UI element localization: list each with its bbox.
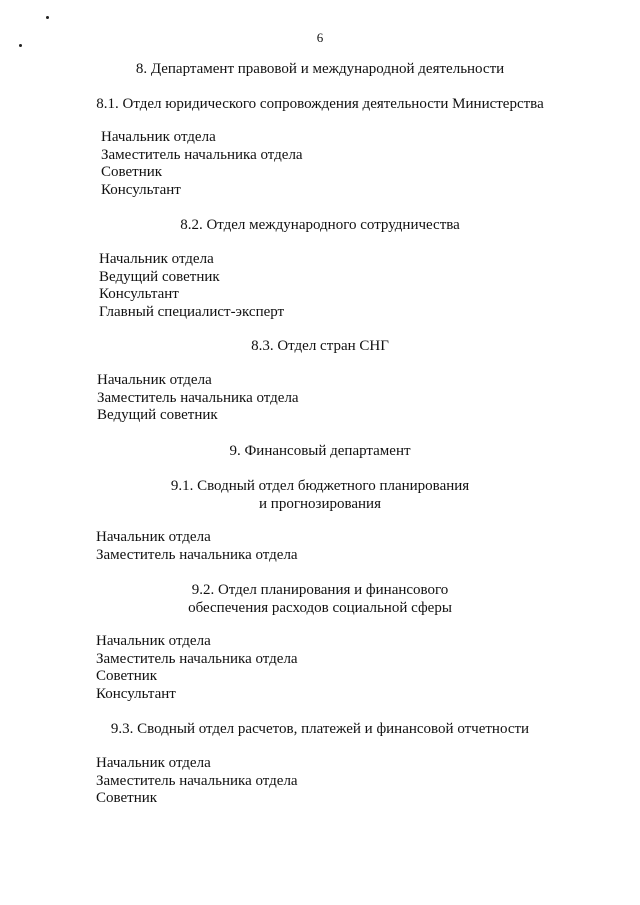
position-list bbox=[96, 755, 298, 808]
position-item: Заместитель начальника отдела bbox=[96, 546, 298, 563]
position-list bbox=[101, 129, 303, 199]
page-number: 6 bbox=[316, 30, 324, 45]
position-item: Начальник отдела bbox=[97, 372, 212, 388]
division-title bbox=[0, 338, 640, 356]
position-item: Заместитель начальника отдела bbox=[97, 389, 299, 406]
division-title-line: 8.2. Отдел международного сотрудничества bbox=[180, 217, 460, 233]
position-item: Консультант bbox=[99, 286, 179, 302]
position-item: Советник bbox=[101, 164, 163, 180]
position-item: Советник bbox=[96, 790, 158, 806]
division-title-line: 9.2. Отдел планирования и финансового bbox=[191, 582, 449, 598]
division-title-line: 8.3. Отдел стран СНГ bbox=[251, 338, 389, 354]
position-item: Начальник отдела bbox=[101, 129, 216, 145]
division-title bbox=[0, 721, 640, 739]
division-title bbox=[0, 217, 640, 235]
position-item: Заместитель начальника отдела bbox=[101, 146, 303, 163]
scan-mark bbox=[46, 16, 49, 19]
position-item: Советник bbox=[96, 668, 158, 684]
position-item: Заместитель начальника отдела bbox=[96, 772, 298, 789]
position-item: Начальник отдела bbox=[96, 755, 211, 771]
position-item: Главный специалист-эксперт bbox=[99, 303, 285, 320]
position-item: Начальник отдела bbox=[99, 251, 214, 267]
position-list bbox=[97, 372, 299, 425]
division-title bbox=[0, 582, 640, 617]
division-title bbox=[0, 96, 640, 114]
division-title-line: 8.1. Отдел юридического сопровождения деятельности Министерства bbox=[96, 96, 544, 112]
position-list bbox=[99, 251, 284, 321]
position-item: Начальник отдела bbox=[96, 633, 211, 649]
position-item: Консультант bbox=[101, 181, 181, 198]
position-list bbox=[96, 529, 298, 564]
position-list bbox=[96, 633, 298, 703]
position-item: Ведущий советник bbox=[97, 407, 218, 423]
position-item: Консультант bbox=[96, 685, 176, 702]
department-title: 8. Департамент правовой и международной деятельности bbox=[135, 61, 505, 77]
division-title-line: и прогнозирования bbox=[259, 495, 381, 512]
division-title-line: 9.1. Сводный отдел бюджетного планирования bbox=[170, 478, 470, 494]
division-title-line: обеспечения расходов социальной сферы bbox=[188, 599, 452, 616]
position-item: Ведущий советник bbox=[99, 268, 220, 285]
position-item: Начальник отдела bbox=[96, 529, 211, 545]
division-title-line: 9.3. Сводный отдел расчетов, платежей и финансовой отчетности bbox=[110, 721, 530, 737]
division-title bbox=[0, 478, 640, 513]
position-item: Заместитель начальника отдела bbox=[96, 650, 298, 667]
department-title: 9. Финансовый департамент bbox=[229, 443, 411, 459]
